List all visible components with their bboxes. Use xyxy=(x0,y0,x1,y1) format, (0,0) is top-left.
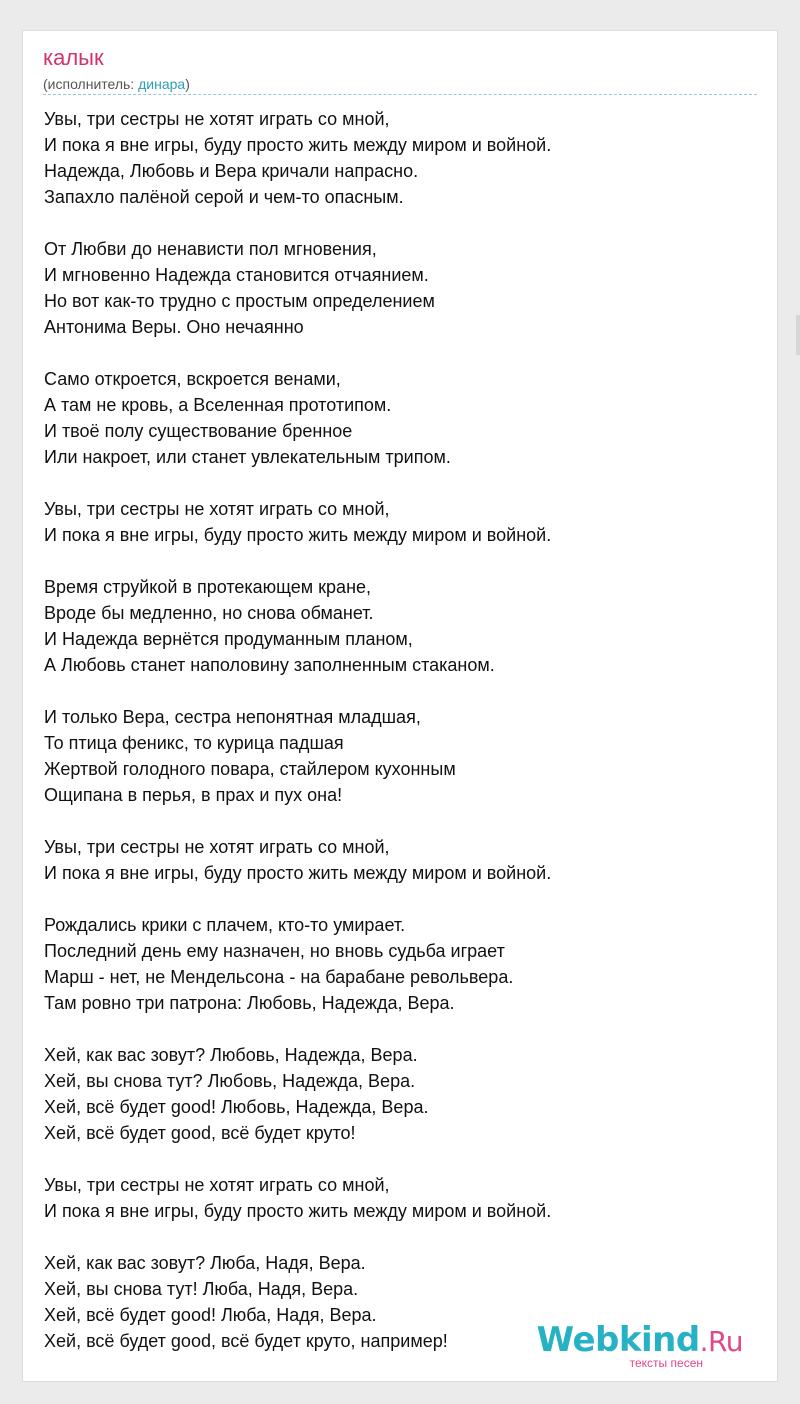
lyrics-line: А Любовь станет наполовину заполненным стаканом. xyxy=(44,655,495,675)
artist-byline xyxy=(43,75,190,93)
lyrics-line: Хей, всё будет good, всё будет круто, например! xyxy=(44,1331,448,1351)
lyrics-line: Хей, вы снова тут? Любовь, Надежда, Вера. xyxy=(44,1071,416,1091)
lyrics-line: Или накроет, или станет увлекательным трипом. xyxy=(44,447,451,467)
lyrics-line: Хей, вы снова тут! Люба, Надя, Вера. xyxy=(44,1279,359,1299)
lyrics-stanza xyxy=(44,834,757,886)
lyrics-line: То птица феникс, то курица падшая xyxy=(44,733,344,753)
lyrics-stanza xyxy=(44,496,757,548)
lyrics-line: А там не кровь, а Вселенная прототипом. xyxy=(44,395,392,415)
lyrics-line: И пока я вне игры, буду просто жить между миром и войной. xyxy=(44,1201,552,1221)
lyrics-stanza xyxy=(44,912,757,1016)
lyrics-line: И пока я вне игры, буду просто жить между миром и войной. xyxy=(44,135,552,155)
lyrics-line: От Любви до ненависти пол мгновения, xyxy=(44,239,377,259)
lyrics-line: Увы, три сестры не хотят играть со мной, xyxy=(44,1175,390,1195)
lyrics-line: Само откроется, вскроется венами, xyxy=(44,369,341,389)
lyrics-line: Увы, три сестры не хотят играть со мной, xyxy=(44,109,390,129)
lyrics-line: Хей, всё будет good! Люба, Надя, Вера. xyxy=(44,1305,377,1325)
lyrics-stanza xyxy=(44,106,757,210)
lyrics-line: Хей, всё будет good! Любовь, Надежда, Вера. xyxy=(44,1097,429,1117)
lyrics-stanza xyxy=(44,574,757,678)
lyrics-line: Увы, три сестры не хотят играть со мной, xyxy=(44,837,390,857)
lyrics-stanza xyxy=(44,1042,757,1146)
lyrics-line: Последний день ему назначен, но вновь судьба играет xyxy=(44,941,505,961)
lyrics-line: И Надежда вернётся продуманным планом, xyxy=(44,629,413,649)
lyrics-line: Запахло палёной серой и чем-то опасным. xyxy=(44,187,404,207)
song-title: калык xyxy=(43,45,104,70)
lyrics-line: Вроде бы медленно, но снова обманет. xyxy=(44,603,374,623)
lyrics-line: Хей, как вас зовут? Люба, Надя, Вера. xyxy=(44,1253,366,1273)
lyrics-line: Хей, всё будет good, всё будет круто! xyxy=(44,1123,356,1143)
lyrics-line: И только Вера, сестра непонятная младшая, xyxy=(44,707,421,727)
byline-prefix: (исполнитель: xyxy=(43,76,139,92)
artist-link[interactable]: динара xyxy=(138,76,186,92)
lyrics-line: И пока я вне игры, буду просто жить между миром и войной. xyxy=(44,525,552,545)
lyrics-page xyxy=(22,30,778,1382)
lyrics-line: И твоё полу существование бренное xyxy=(44,421,353,441)
byline-suffix: ) xyxy=(185,76,190,92)
lyrics-stanza xyxy=(44,366,757,470)
lyrics-line: Время струйкой в протекающем кране, xyxy=(44,577,372,597)
logo-tagline: тексты песен xyxy=(629,1356,703,1370)
lyrics-line: Жертвой голодного повара, стайлером кухонным xyxy=(44,759,456,779)
lyrics-line: Увы, три сестры не хотят играть со мной, xyxy=(44,499,390,519)
lyrics-line: Но вот как-то трудно с простым определением xyxy=(44,291,435,311)
lyrics-line: Марш - нет, не Мендельсона - на барабане револьвера. xyxy=(44,967,514,987)
lyrics-line: И мгновенно Надежда становится отчаянием. xyxy=(44,265,429,285)
lyrics-stanza xyxy=(44,1172,757,1224)
title-divider xyxy=(43,94,757,95)
lyrics-line: Хей, как вас зовут? Любовь, Надежда, Вера. xyxy=(44,1045,418,1065)
lyrics-stanza xyxy=(44,236,757,340)
site-logo[interactable] xyxy=(536,1320,743,1370)
lyrics-line: Ощипана в перья, в прах и пух она! xyxy=(44,785,343,805)
lyrics-line: Надежда, Любовь и Вера кричали напрасно. xyxy=(44,161,419,181)
lyrics-line: Рождались крики с плачем, кто-то умирает. xyxy=(44,915,406,935)
scrollbar-thumb[interactable] xyxy=(796,315,800,355)
logo-wordmark: Webkind xyxy=(536,1320,700,1360)
lyrics-stanza xyxy=(44,704,757,808)
logo-suffix: .Ru xyxy=(699,1325,743,1358)
lyrics-line: Антонима Веры. Оно нечаянно xyxy=(44,317,304,337)
lyrics-line: Там ровно три патрона: Любовь, Надежда, Вера. xyxy=(44,993,455,1013)
lyrics-body xyxy=(44,106,757,1380)
lyrics-line: И пока я вне игры, буду просто жить между миром и войной. xyxy=(44,863,552,883)
